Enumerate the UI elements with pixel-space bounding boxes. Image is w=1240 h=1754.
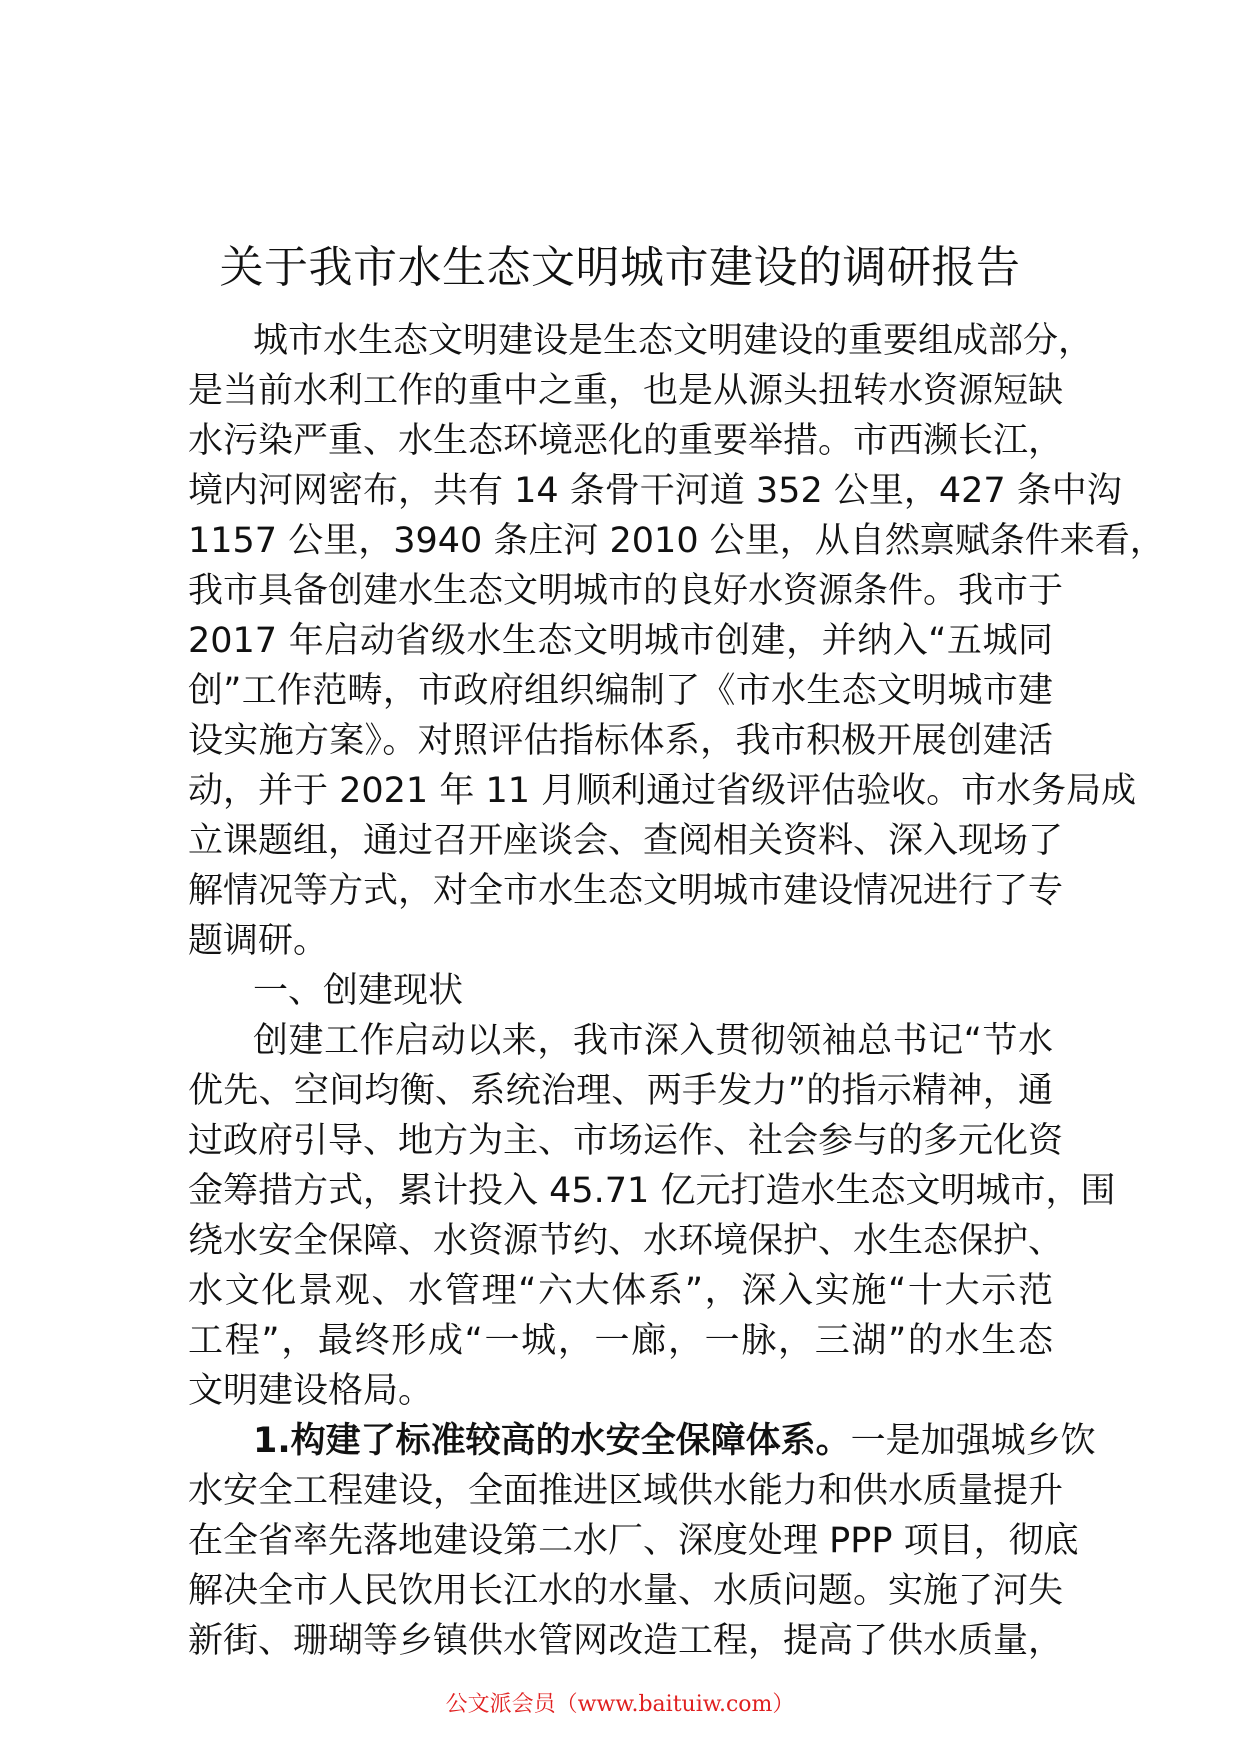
paragraph-line: 城市水生态文明建设是生态文明建设的重要组成部分， xyxy=(253,321,1094,361)
paragraph-line: 水文化景观、水管理“六大体系”，深入实施“十大示范 xyxy=(188,1271,1053,1311)
paragraph-line: 优先、空间均衡、系统治理、两手发力”的指示精神，通 xyxy=(188,1071,1053,1111)
paragraph-line: 2017 年启动省级水生态文明城市创建，并纳入“五城同 xyxy=(188,621,1053,661)
paragraph-line: 设实施方案》。对照评估指标体系，我市积极开展创建活 xyxy=(188,721,1053,761)
paragraph-text: 一是加强城乡饮 xyxy=(850,1421,1096,1461)
paragraph-line: 立课题组，通过召开座谈会、查阅相关资料、深入现场了 xyxy=(188,821,1064,861)
paragraph-line: 动，并于 2021 年 11 月顺利通过省级评估验收。市水务局成 xyxy=(188,771,1137,811)
paragraph-line: 过政府引导、地方为主、市场运作、社会参与的多元化资 xyxy=(188,1121,1064,1161)
subsection-heading: 1.构建了标准较高的水安全保障体系。 xyxy=(253,1421,851,1461)
paragraph-line: 绕水安全保障、水资源节约、水环境保护、水生态保护、 xyxy=(188,1221,1064,1261)
paragraph-line: 创建工作启动以来，我市深入贯彻领袖总书记“节水 xyxy=(253,1021,1053,1061)
paragraph-line: 解决全市人民饮用长江水的水量、水质问题。实施了河失 xyxy=(188,1571,1064,1611)
paragraph-line: 水污染严重、水生态环境恶化的重要举措。市西濒长江， xyxy=(188,421,1064,461)
document-title: 关于我市水生态文明城市建设的调研报告 xyxy=(219,242,1021,293)
paragraph-line: 工程”，最终形成“一城，一廊，一脉，三湖”的水生态 xyxy=(188,1321,1053,1361)
paragraph-line: 题调研。 xyxy=(188,921,329,961)
paragraph-line: 创”工作范畴，市政府组织编制了《市水生态文明城市建 xyxy=(188,671,1053,711)
paragraph-line: 境内河网密布，共有 14 条骨干河道 352 公里，427 条中沟 xyxy=(188,471,1122,511)
paragraph-line: 文明建设格局。 xyxy=(188,1371,434,1411)
paragraph-line: 金筹措方式，累计投入 45.71 亿元打造水生态文明城市，围 xyxy=(188,1171,1116,1211)
paragraph-line xyxy=(253,1416,1096,1466)
paragraph-line: 是当前水利工作的重中之重，也是从源头扭转水资源短缺 xyxy=(188,371,1064,411)
paragraph-line: 水安全工程建设，全面推进区域供水能力和供水质量提升 xyxy=(188,1471,1064,1511)
paragraph-line: 我市具备创建水生态文明城市的良好水资源条件。我市于 xyxy=(188,571,1064,611)
paragraph-line: 在全省率先落地建设第二水厂、深度处理 PPP 项目，彻底 xyxy=(188,1521,1079,1561)
paragraph-line: 1157 公里，3940 条庄河 2010 公里，从自然禀赋条件来看， xyxy=(188,521,1165,561)
footer-watermark: 公文派会员（www.baituiw.com） xyxy=(445,1692,795,1717)
paragraph-line: 新街、珊瑚等乡镇供水管网改造工程，提高了供水质量， xyxy=(188,1621,1064,1661)
section-heading: 一、创建现状 xyxy=(253,971,464,1011)
paragraph-line: 解情况等方式，对全市水生态文明城市建设情况进行了专 xyxy=(188,871,1064,911)
